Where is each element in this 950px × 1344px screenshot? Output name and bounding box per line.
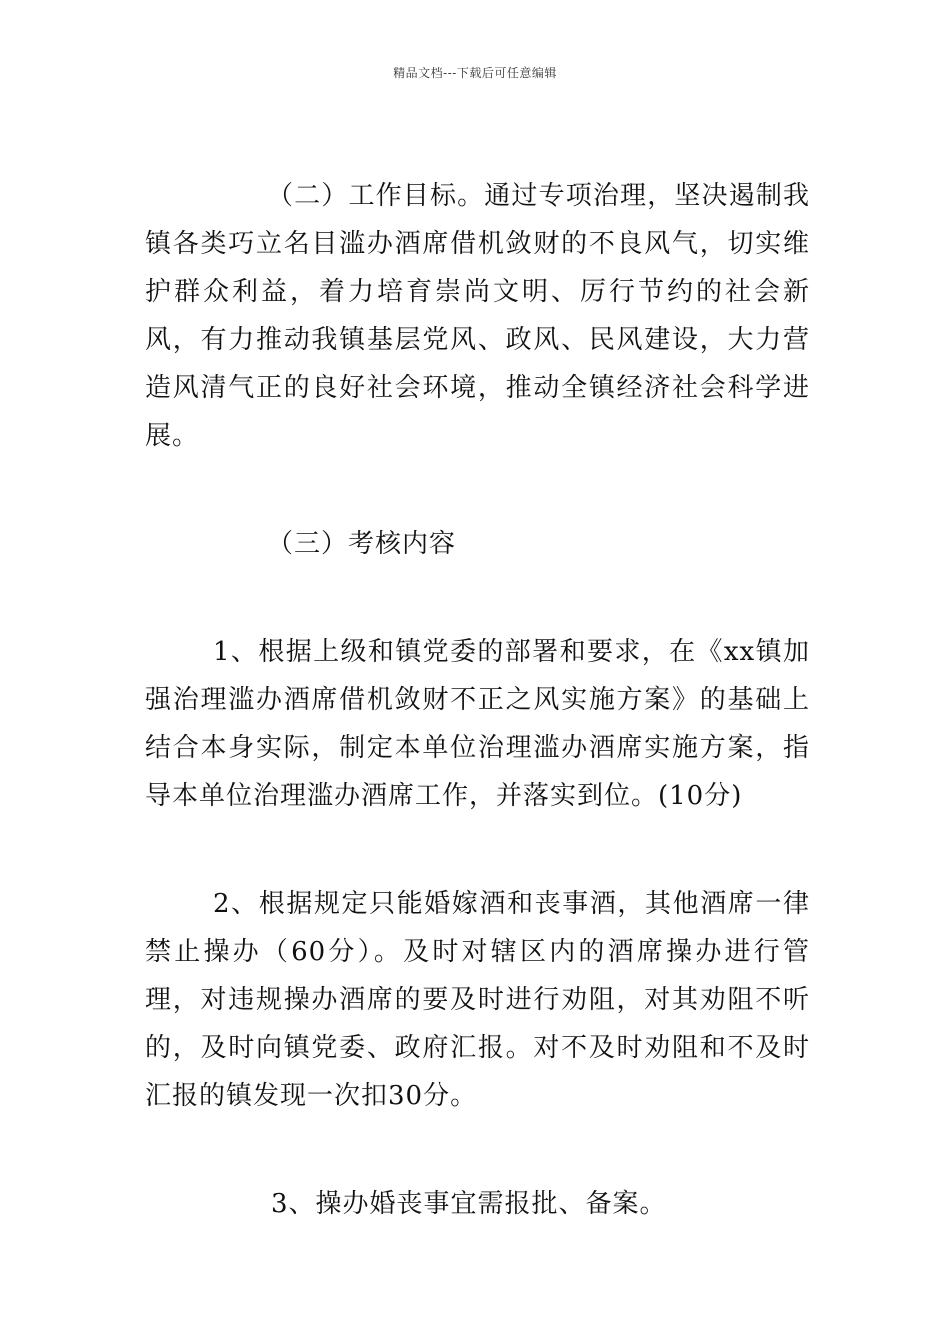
document-body (145, 172, 810, 1228)
section-heading-assessment: （三）考核内容 (267, 529, 457, 559)
paragraph-item-3: 3、操办婚丧事宜需报批、备案。 (271, 1189, 667, 1219)
paragraph-item-2: 2、根据规定只能婚嫁酒和丧事酒，其他酒席一律禁止操办（60分）。及时对辖区内的酒席操办进行管理，对违规操办酒席的要及时进行劝阻，对其劝阻不听的，及时向镇党委、政府汇报。对不及时劝阻和不及时汇报的镇发现一次扣30分。 (145, 889, 810, 1111)
paragraph-work-goal: （二）工作目标。通过专项治理，坚决遏制我镇各类巧立名目滥办酒席借机敛财的不良风气，切实维护群众利益，着力培育崇尚文明、厉行节约的社会新风，有力推动我镇基层党风、政风、民风建设，大力营造风清气正的良好社会环境，推动全镇经济社会科学进展。 (145, 181, 810, 451)
page-header: 精品文档---下载后可任意编辑 (393, 66, 557, 80)
paragraph-item-1: 1、根据上级和镇党委的部署和要求，在《xx镇加强治理滥办酒席借机敛财不正之风实施方案》的基础上结合本身实际，制定本单位治理滥办酒席实施方案，指导本单位治理滥办酒席工作，并落实到位。(10分) (145, 637, 810, 811)
